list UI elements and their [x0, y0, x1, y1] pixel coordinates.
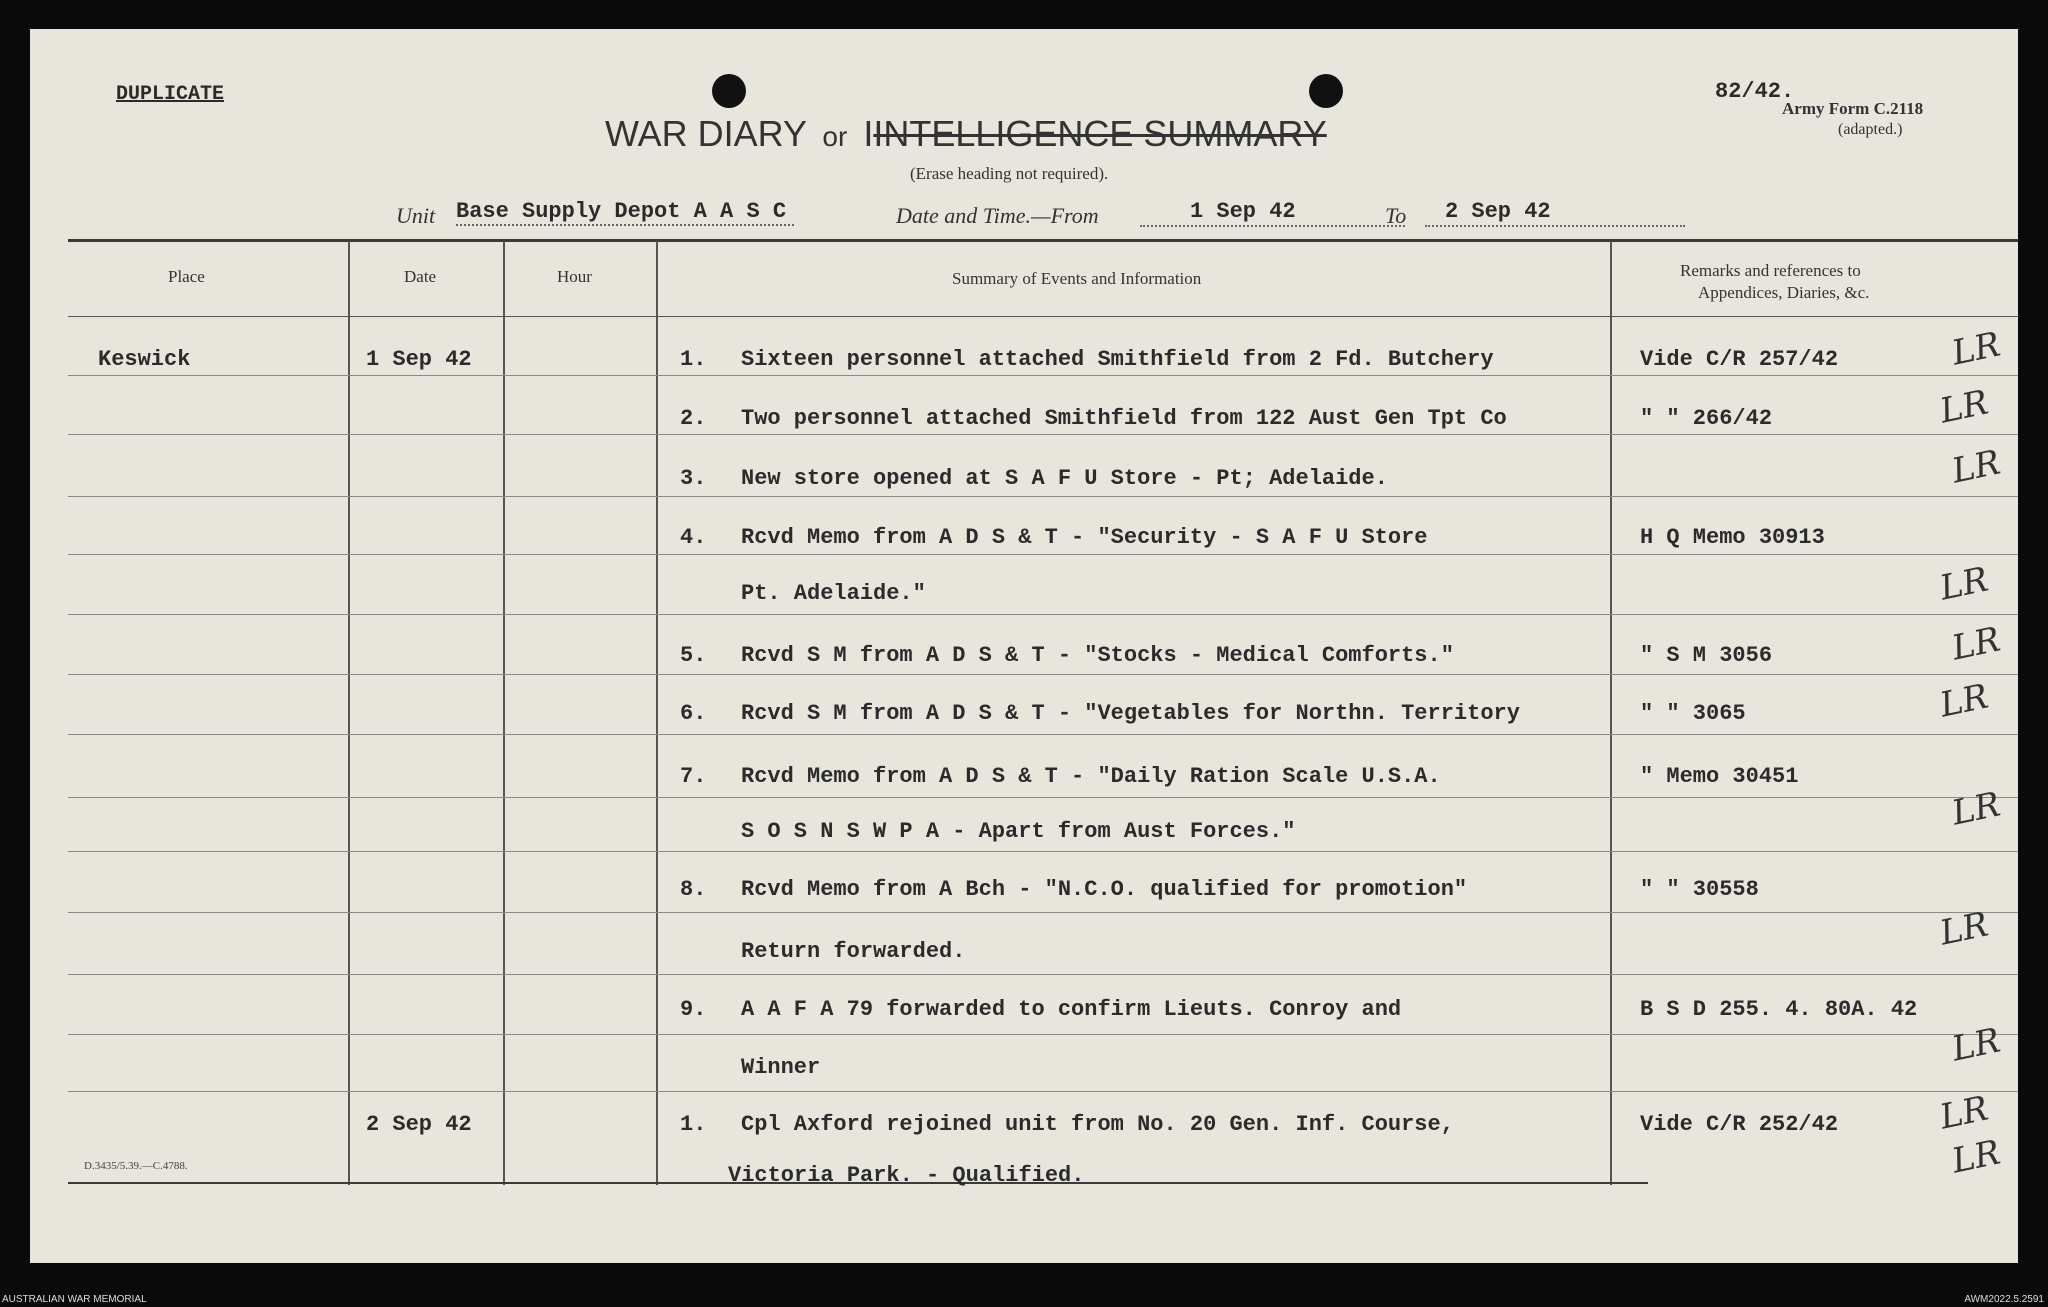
col-header-hour: Hour [557, 267, 592, 286]
row-date: 2 Sep 42 [366, 1112, 472, 1137]
row-rule [68, 912, 2018, 913]
date-to: 2 Sep 42 [1445, 199, 1551, 224]
initials-mark: LR [1936, 676, 1992, 726]
row-summary: New store opened at S A F U Store - Pt; Adelaide. [741, 466, 1388, 491]
row-summary: Rcvd Memo from A Bch - "N.C.O. qualified for promotion" [741, 877, 1468, 902]
row-rule [68, 674, 2018, 675]
header-bottom-rule [68, 316, 2018, 317]
col-divider-4 [1610, 241, 1612, 1185]
initials-mark: LR [1936, 904, 1992, 954]
col-header-remarks-1: Remarks and references to [1680, 261, 1861, 280]
row-remark: " " 30558 [1640, 877, 1759, 902]
row-date: 1 Sep 42 [366, 347, 472, 372]
initials-mark: LR [1948, 619, 2004, 669]
row-remark: Vide C/R 257/42 [1640, 347, 1839, 372]
page-title [605, 113, 1327, 155]
col-divider-3 [656, 241, 658, 1185]
date-label: Date and Time.—From [896, 203, 1099, 228]
row-number: 6. [680, 701, 707, 726]
initials-mark: LR [1948, 784, 2004, 834]
dotted-to [1425, 225, 1685, 227]
row-summary: Pt. Adelaide." [741, 581, 926, 606]
row-summary: Rcvd S M from A D S & T - "Stocks - Medical Comforts." [741, 643, 1454, 668]
dotted-from [1140, 225, 1405, 227]
army-form: Army Form C.2118 [1782, 99, 1924, 118]
row-summary: Sixteen personnel attached Smithfield from 2 Fd. Butchery [741, 347, 1494, 372]
row-number: 4. [680, 525, 707, 550]
date-from: 1 Sep 42 [1190, 199, 1296, 224]
title-war-diary: WAR DIARY [605, 113, 807, 154]
initials-mark: LR [1948, 1020, 2004, 1070]
row-number: 3. [680, 466, 707, 491]
adapted-label: (adapted.) [1838, 121, 1903, 138]
form-number: 82/42. [1715, 79, 1795, 104]
row-number: 7. [680, 764, 707, 789]
row-remark: B S D 255. 4. 80A. 42 [1640, 997, 1918, 1022]
duplicate-stamp: DUPLICATE [116, 83, 225, 106]
punch-hole-right [1309, 74, 1343, 108]
row-remark: " S M 3056 [1640, 643, 1773, 668]
col-divider-1 [348, 241, 350, 1185]
row-summary: Rcvd Memo from A D S & T - "Security - S A F U Store [741, 525, 1428, 550]
row-number: 1. [680, 347, 707, 372]
row-summary: S O S N S W P A - Apart from Aust Forces." [741, 819, 1296, 844]
row-summary: Two personnel attached Smithfield from 122 Aust Gen Tpt Co [741, 406, 1507, 431]
row-summary: Winner [741, 1055, 821, 1080]
row-summary: Rcvd Memo from A D S & T - "Daily Ration Scale U.S.A. [741, 764, 1441, 789]
credit-left: AUSTRALIAN WAR MEMORIAL [2, 1294, 147, 1305]
to-label: To [1385, 203, 1407, 228]
initials-mark: LR [1936, 382, 1992, 432]
initials-mark: LR [1948, 1132, 2004, 1182]
continuation-line: Victoria Park. - Qualified. [728, 1163, 1085, 1188]
row-remark: " " 3065 [1640, 701, 1746, 726]
credit-right: AWM2022.5.2591 [1964, 1294, 2044, 1305]
row-number: 1. [680, 1112, 707, 1137]
unit-value: Base Supply Depot A A S C [456, 199, 794, 226]
row-number: 8. [680, 877, 707, 902]
col-header-summary: Summary of Events and Information [952, 269, 1202, 288]
row-remark: Vide C/R 252/42 [1640, 1112, 1839, 1137]
title-prefix: I [863, 113, 874, 154]
row-rule [68, 554, 2018, 555]
row-place: Keswick [98, 347, 191, 372]
initials-mark: LR [1936, 1088, 1992, 1138]
col-header-date: Date [404, 267, 437, 286]
row-number: 2. [680, 406, 707, 431]
row-rule [68, 375, 2018, 376]
col-header-remarks-2: Appendices, Diaries, &c. [1698, 283, 1870, 302]
credit-bar [0, 1293, 2048, 1307]
initials-mark: LR [1948, 442, 2004, 492]
row-summary: Return forwarded. [741, 939, 966, 964]
punch-hole-left [712, 74, 746, 108]
row-rule [68, 734, 2018, 735]
initials-mark: LR [1936, 559, 1992, 609]
row-rule [68, 797, 2018, 798]
col-divider-2 [503, 241, 505, 1185]
row-rule [68, 1034, 2018, 1035]
row-remark: " " 266/42 [1640, 406, 1773, 431]
print-code: D.3435/5.39.—C.4788. [84, 1160, 188, 1172]
subtitle: (Erase heading not required). [910, 164, 1109, 183]
diary-page [30, 29, 2018, 1263]
row-rule [68, 434, 2018, 435]
row-summary: A A F A 79 forwarded to confirm Lieuts. Conroy and [741, 997, 1402, 1022]
row-remark: " Memo 30451 [1640, 764, 1799, 789]
row-rule [68, 496, 2018, 497]
row-remark: H Q Memo 30913 [1640, 525, 1825, 550]
title-struck: INTELLIGENCE SUMMARY [873, 113, 1327, 154]
table-top-rule [68, 239, 2018, 242]
initials-mark: LR [1948, 324, 2004, 374]
row-number: 5. [680, 643, 707, 668]
unit-label: Unit [396, 203, 436, 228]
col-header-place: Place [168, 267, 205, 286]
row-rule [68, 974, 2018, 975]
title-or: or [822, 121, 848, 152]
row-summary: Rcvd S M from A D S & T - "Vegetables for Northn. Territory [741, 701, 1520, 726]
row-rule [68, 1091, 2018, 1092]
row-summary: Cpl Axford rejoined unit from No. 20 Gen. Inf. Course, [741, 1112, 1454, 1137]
row-rule [68, 614, 2018, 615]
row-rule [68, 851, 2018, 852]
row-number: 9. [680, 997, 707, 1022]
